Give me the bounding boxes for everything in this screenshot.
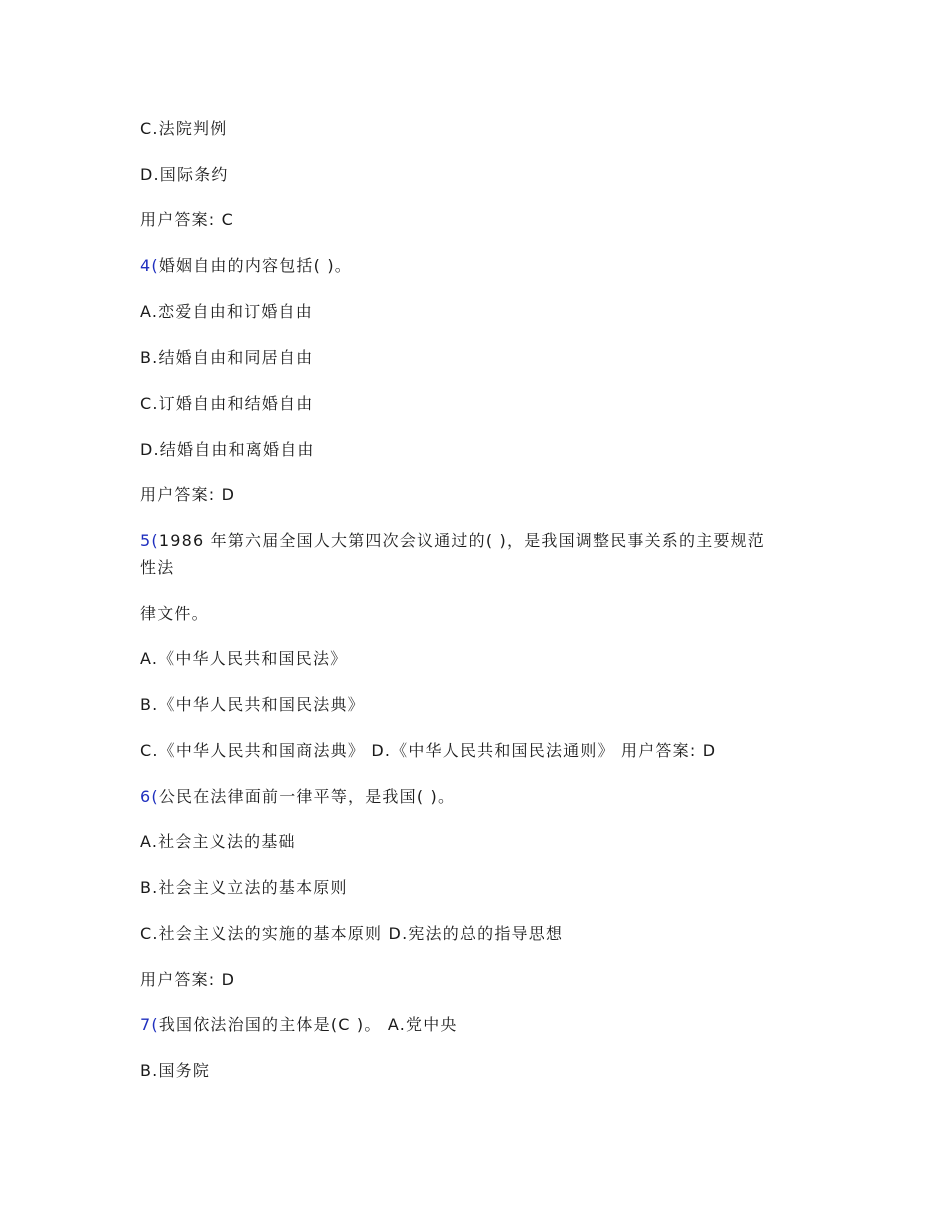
option-b: B.结婚自由和同居自由 [140, 348, 314, 367]
question-4 [140, 255, 352, 277]
option-c-court-precedent: C.法院判例 [140, 119, 228, 138]
option-d: D.结婚自由和离婚自由 [140, 440, 315, 459]
option-a: A.《中华人民共和国民法》 [140, 649, 348, 668]
user-answer-q4: 用户答案: D [140, 485, 236, 504]
question-number: 6( [140, 787, 159, 806]
user-answer-q6: 用户答案: D [140, 970, 236, 989]
option-c-d: C.社会主义法的实施的基本原则 D.宪法的总的指导思想 [140, 924, 564, 943]
document-page [140, 0, 820, 1230]
question-5-continued: 性法 [140, 558, 175, 577]
option-c: C.订婚自由和结婚自由 [140, 394, 314, 413]
option-d-international-treaty: D.国际条约 [140, 165, 229, 184]
option-a: A.恋爱自由和订婚自由 [140, 302, 313, 321]
option-a: A.社会主义法的基础 [140, 832, 296, 851]
question-number: 5( [140, 531, 159, 550]
question-text: 婚姻自由的内容包括( )。 [158, 256, 352, 275]
question-7 [140, 1014, 458, 1036]
question-text: 1986 年第六届全国人大第四次会议通过的( )，是我国调整民事关系的主要规范 [158, 531, 766, 550]
option-c-d-answer: C.《中华人民共和国商法典》 D.《中华人民共和国民法通则》 用户答案: D [140, 741, 717, 760]
option-b: B.《中华人民共和国民法典》 [140, 695, 365, 714]
question-5-continued: 律文件。 [140, 604, 209, 623]
question-number: 4( [140, 256, 159, 275]
question-5 [140, 530, 765, 552]
option-b: B.社会主义立法的基本原则 [140, 878, 348, 897]
user-answer-q3: 用户答案: C [140, 210, 235, 229]
question-number: 7( [140, 1015, 159, 1034]
question-6 [140, 786, 455, 808]
question-text: 我国依法治国的主体是(C )。 A.党中央 [158, 1015, 458, 1034]
question-text: 公民在法律面前一律平等，是我国( )。 [158, 787, 456, 806]
option-b: B.国务院 [140, 1061, 211, 1080]
